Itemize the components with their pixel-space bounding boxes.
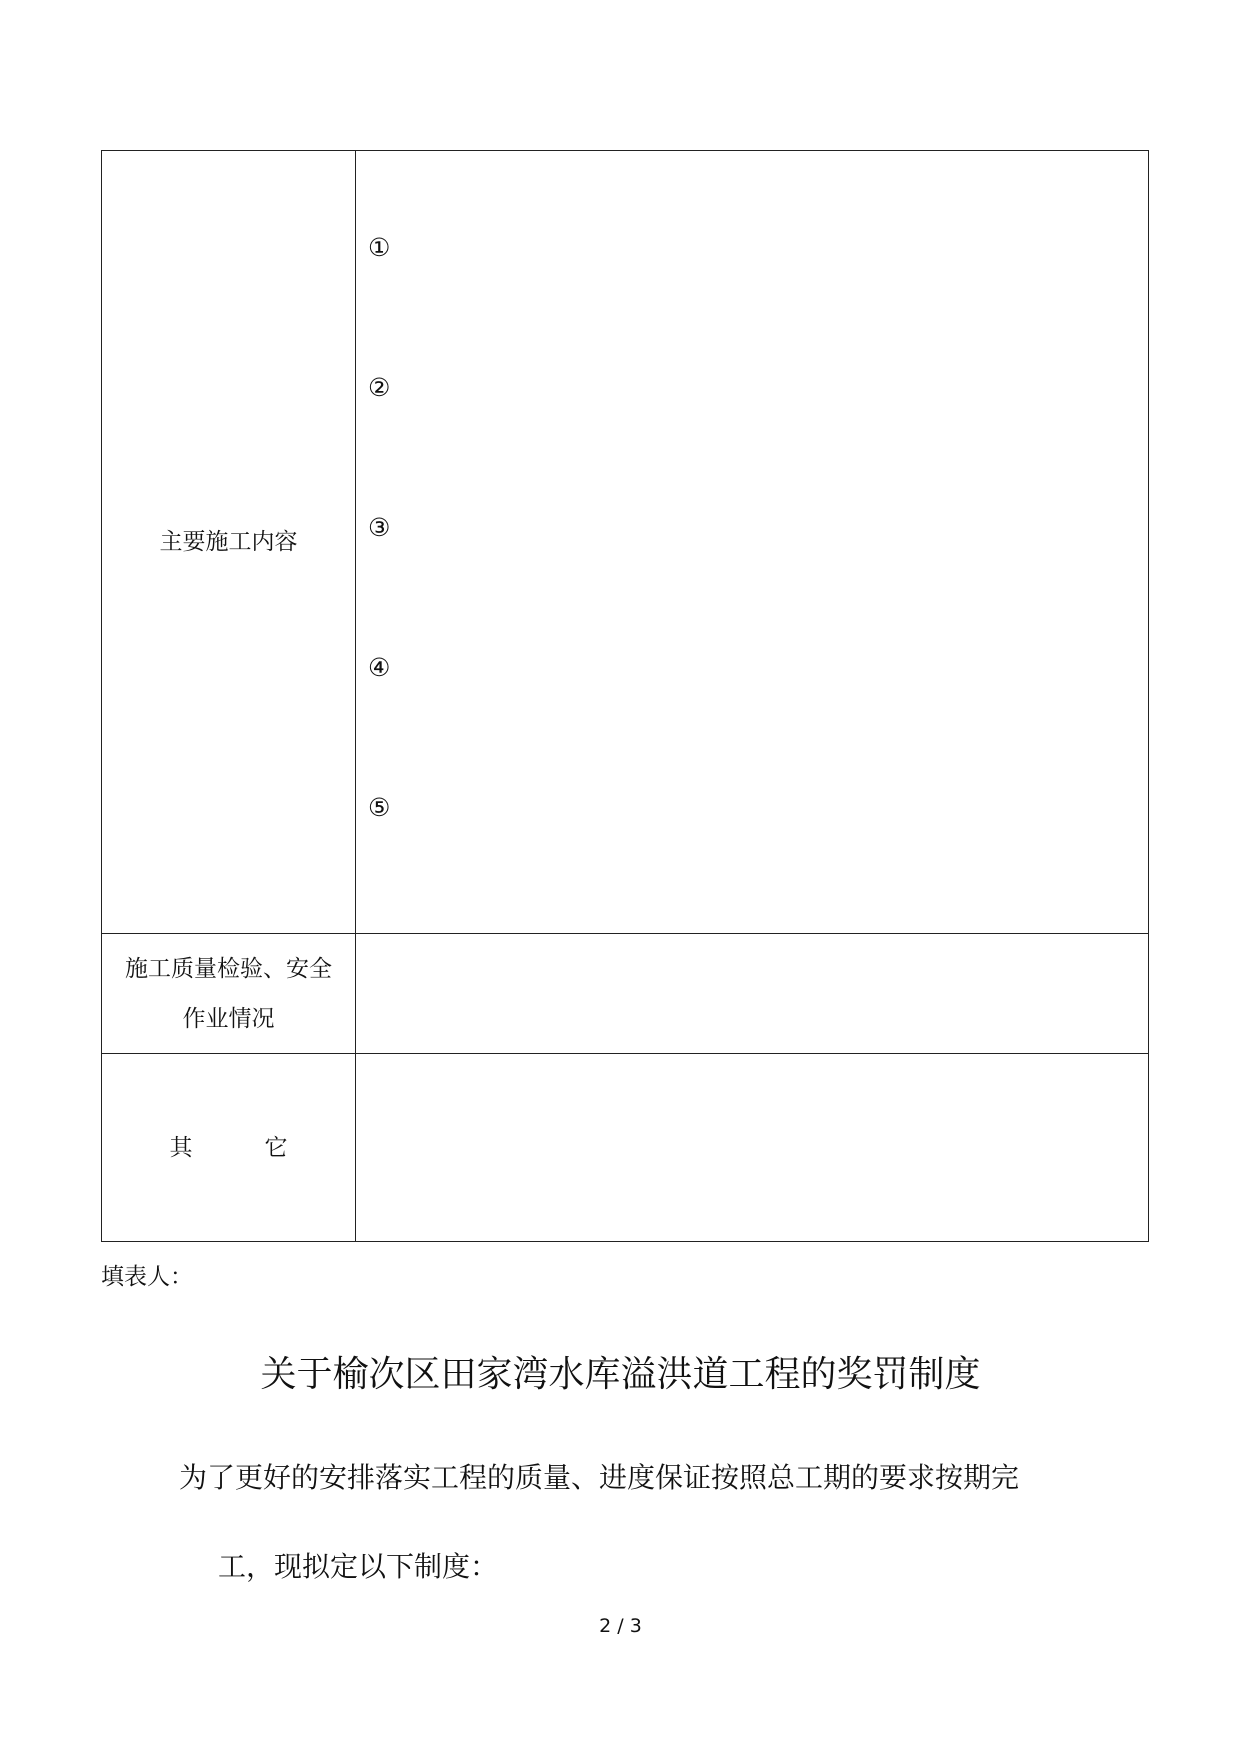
content-item: ②	[368, 373, 391, 402]
quality-safety-label-line2: 作业情况	[182, 1005, 275, 1032]
main-content-cell[interactable]	[356, 151, 1149, 934]
quality-safety-row	[102, 934, 1149, 1054]
content-item: ③	[368, 513, 391, 542]
page-number: 2 / 3	[599, 1615, 642, 1637]
other-value-cell[interactable]	[356, 1054, 1149, 1242]
quality-safety-value-cell[interactable]	[356, 934, 1149, 1054]
content-item-list	[356, 151, 1148, 933]
document-title: 关于榆次区田家湾水库溢洪道工程的奖罚制度	[260, 1354, 981, 1395]
other-row	[102, 1054, 1149, 1242]
content-item: ④	[368, 653, 391, 682]
main-content-label: 主要施工内容	[102, 151, 356, 934]
content-item: ①	[368, 233, 391, 262]
other-label-part2: 它	[264, 1134, 288, 1161]
content-item: ⑤	[368, 793, 391, 822]
paragraph-line-1: 为了更好的安排落实工程的质量、进度保证按照总工期的要求按期完	[179, 1461, 1020, 1494]
construction-log-table	[101, 150, 1149, 1242]
other-label-part1: 其	[169, 1134, 193, 1161]
quality-safety-label	[102, 934, 356, 1054]
paragraph-line-2: 工，现拟定以下制度：	[218, 1550, 499, 1583]
form-filler-label: 填表人：	[101, 1264, 193, 1290]
main-content-row	[102, 151, 1149, 934]
quality-safety-label-line1: 施工质量检验、安全	[125, 955, 332, 982]
other-label	[102, 1054, 356, 1242]
